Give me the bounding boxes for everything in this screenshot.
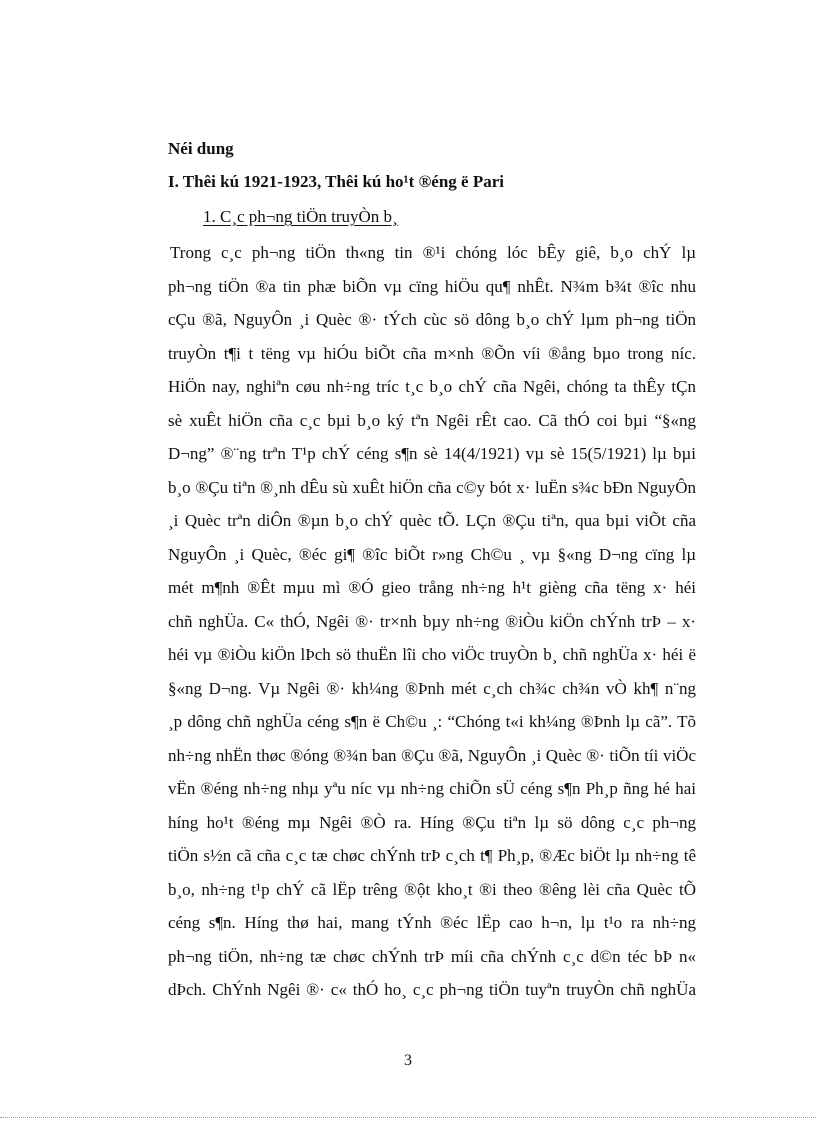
section-heading: I. Thêi kú 1921-1923, Thêi kú ho¹t ®éng ë Pari — [168, 172, 504, 191]
text-line: héi vµ ®iÒu kiÖn lÞch sö thuËn lîi cho viÖc truyÒn b¸ chñ nghÜa x· héi ë — [168, 645, 696, 664]
text-line: b¸o ®Çu tiªn ®¸nh dÊu sù xuÊt hiÖn cña c©y bót x· luËn s¾c bÐn NguyÔn — [168, 477, 696, 497]
text-line: sè xuÊt hiÖn cña c¸c bµi b¸o ký tªn Ngêi rÊt cao. Cã thÓ coi bµi “§«ng — [168, 410, 696, 430]
text-line: HiÖn nay, nghiªn cøu nh÷ng tríc t¸c b¸o chÝ cña Ngêi, chóng ta thÊy tÇn — [168, 377, 696, 396]
text-line: tiÖn s½n cã cña c¸c tæ chøc chÝnh trÞ c¸ch t¶ Ph¸p, ®Æc biÖt lµ nh÷ng tê — [168, 846, 696, 865]
text-line: §«ng D¬ng. Vµ Ngêi ®· kh¼ng ®Þnh mét c¸ch ch¾c ch¾n vÒ kh¶ n¨ng — [168, 678, 696, 698]
page-bottom-border — [0, 1117, 816, 1118]
body-paragraph — [168, 236, 696, 1007]
text-line: truyÒn t¶i t tëng vµ hiÓu biÕt cña m×nh ®Õn víi ®ång bµo trong níc. — [168, 343, 696, 363]
subsection-heading: 1. C¸c ph¬ng tiÖn truyÒn b¸ — [203, 207, 398, 226]
text-line: Trong c¸c ph¬ng tiÖn th«ng tin ®¹i chóng lóc bÊy giê, b¸o chÝ lµ — [170, 243, 696, 262]
content-heading: Néi dung — [168, 139, 234, 158]
text-line: ¸p dông chñ nghÜa céng s¶n ë Ch©u ¸: “Chóng t«i kh¼ng ®Þnh lµ cã”. Tõ — [168, 712, 696, 731]
text-line: híng ho¹t ®éng mµ Ngêi ®Ò ra. Híng ®Çu tiªn lµ sö dông c¸c ph¬ng — [168, 812, 696, 832]
text-line: D¬ng” ®¨ng trªn T¹p chÝ céng s¶n sè 14(4/1921) vµ sè 15(5/1921) lµ bµi — [168, 444, 696, 463]
text-line: NguyÔn ¸i Quèc, ®éc gi¶ ®îc biÕt r»ng Ch©u ¸ vµ §«ng D¬ng cïng lµ — [168, 544, 696, 564]
text-line: chñ nghÜa. C« thÓ, Ngêi ®· tr×nh bµy nh÷ng ®iÒu kiÖn chÝnh trÞ – x· — [168, 611, 696, 631]
text-line: ph¬ng tiÖn, nh÷ng tæ chøc chÝnh trÞ míi cña chÝnh c¸c d©n téc bÞ n« — [168, 946, 696, 966]
text-line: dÞch. ChÝnh Ngêi ®· c« thÓ ho¸ c¸c ph¬ng tiÖn tuyªn truyÒn chñ nghÜa — [168, 980, 696, 999]
text-line: ph¬ng tiÖn ®a tin phæ biÕn vµ cïng hiÖu qu¶ nhÊt. N¾m b¾t ®îc nhu — [168, 276, 696, 296]
text-line: mét m¶nh ®Êt mµu mì ®Ó gieo trång nh÷ng h¹t gièng cña tëng x· héi — [168, 578, 696, 597]
page-number: 3 — [404, 1052, 412, 1069]
text-line: céng s¶n. Híng thø hai, mang tÝnh ®éc lËp cao h¬n, lµ t¹o ra nh÷ng — [168, 913, 696, 932]
text-line: ¸i Quèc trªn diÔn ®µn b¸o chÝ quèc tÕ. LÇn ®Çu tiªn, qua bµi viÕt cña — [168, 511, 696, 530]
text-line: vËn ®éng nh÷ng nhµ yªu níc vµ nh÷ng chiÕn sÜ céng s¶n Ph¸p ñng hé hai — [168, 779, 696, 798]
text-line: cÇu ®ã, NguyÔn ¸i Quèc ®· tÝch cùc sö dông b¸o chÝ lµm ph¬ng tiÖn — [168, 310, 696, 329]
text-line: nh÷ng nhËn thøc ®óng ®¾n ban ®Çu ®ã, NguyÔn ¸i Quèc ®· tiÕn tíi viÖc — [168, 745, 696, 765]
text-line: b¸o, nh÷ng t¹p chÝ cã lËp trêng ®ột kho¸t ®i theo ®êng lèi cña Quèc tÕ — [168, 879, 696, 899]
